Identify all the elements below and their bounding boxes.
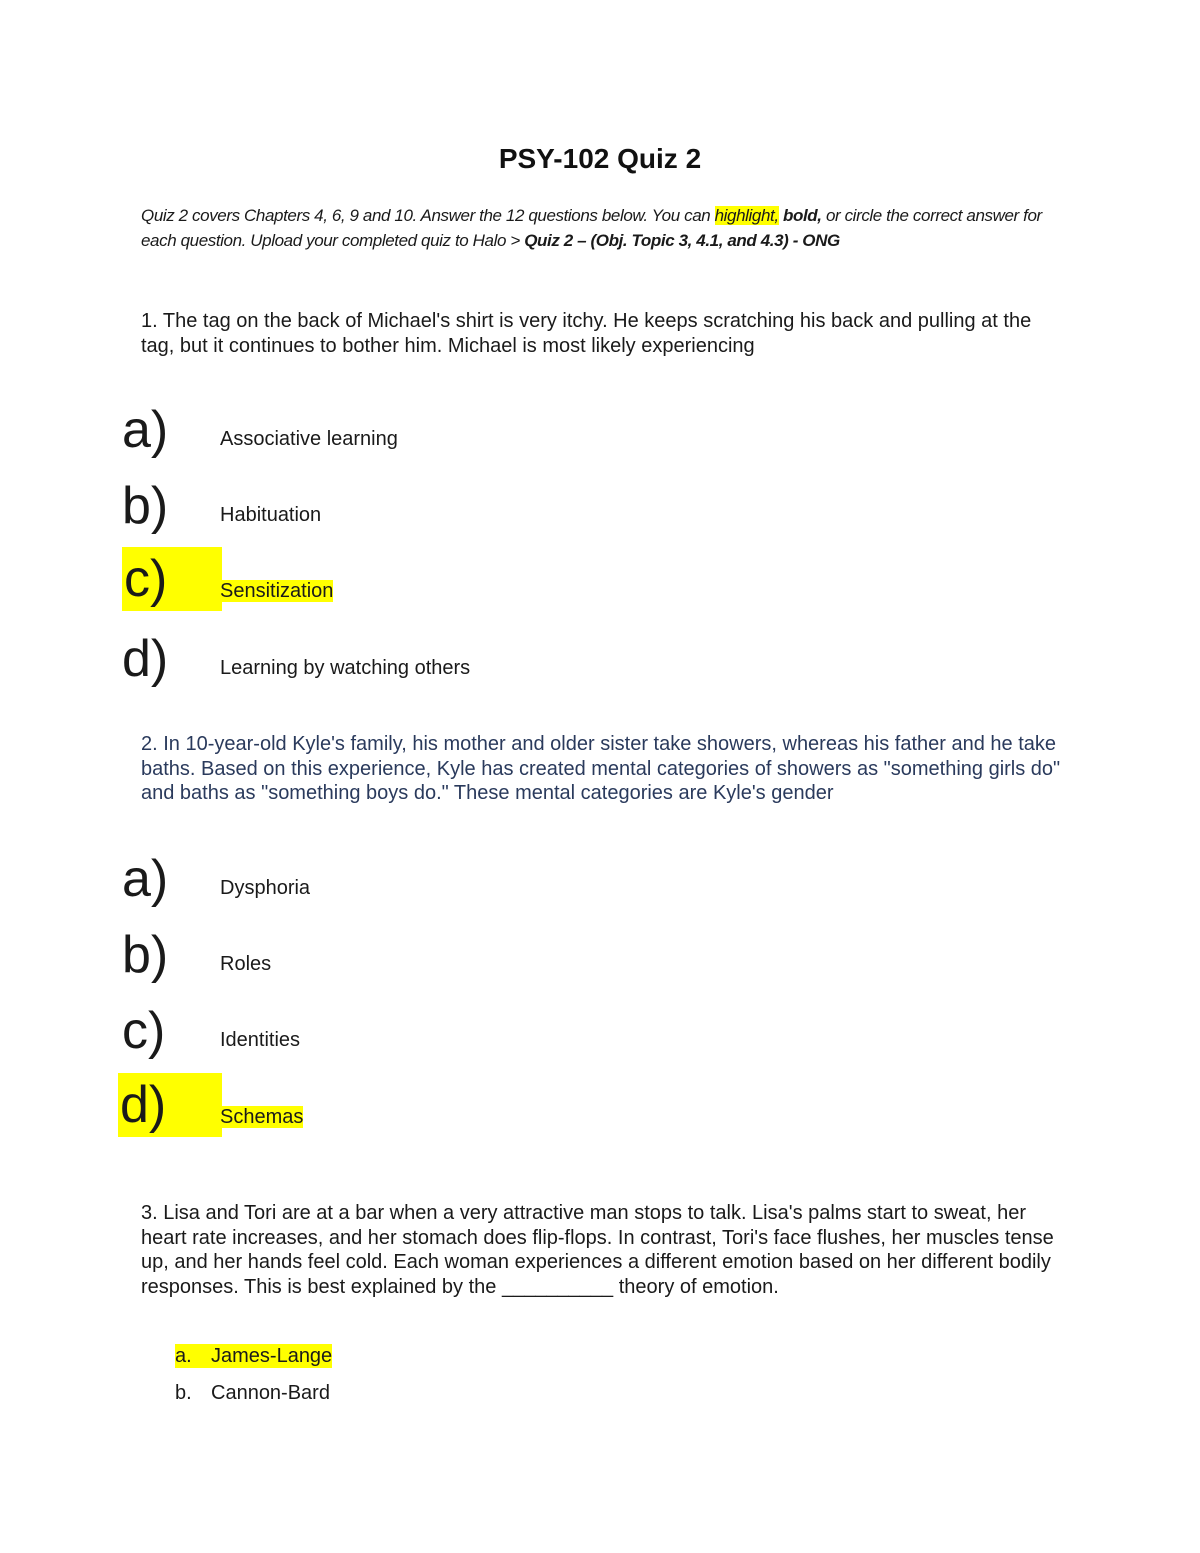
q2-option-c-letter: c) (122, 1002, 166, 1060)
q2-option-b-letter: b) (122, 926, 169, 984)
q2-option-a-letter: a) (122, 850, 169, 908)
q1-option-d-letter: d) (122, 630, 169, 688)
instructions-upload-target: Quiz 2 – (Obj. Topic 3, 4.1, and 4.3) - ONG (524, 231, 840, 250)
question-3-text: 3. Lisa and Tori are at a bar when a very attractive man stops to talk. Lisa's palms start to sweat, her heart rate increases, and her stomach does flip-flops. In contrast, Tori's face flushes, her muscles tense up, and her hands feel cold. Each woman experiences a different emotion based on her different bodily responses. This is best explained by the __________ theory of emotion. (141, 1202, 1054, 1298)
q1-option-c-text[interactable] (220, 579, 333, 603)
question-1-text: 1. The tag on the back of Michael's shirt is very itchy. He keeps scratching his back and pulling at the tag, but it continues to bother him. Michael is most likely experiencing (141, 310, 1032, 357)
q3-option-b-text: Cannon-Bard (211, 1382, 330, 1404)
q2-option-d-text[interactable] (220, 1105, 303, 1129)
q2-option-d-letter: d) (118, 1073, 222, 1137)
q1-option-d-text[interactable]: Learning by watching others (220, 657, 471, 679)
q2-option-d-label: Schemas (220, 1106, 304, 1128)
q3-option-a[interactable] (175, 1344, 332, 1368)
q1-option-a-letter: a) (122, 401, 169, 459)
q1-option-b-letter: b) (122, 477, 169, 535)
instructions-bold-word: bold, (783, 206, 822, 225)
q2-option-c-text[interactable]: Identities (220, 1029, 301, 1051)
q3-option-b-letter: b. (175, 1382, 192, 1404)
question-2-text: 2. In 10-year-old Kyle's family, his mother and older sister take showers, whereas his father and he take baths. Based on this experience, Kyle has created mental categories of showers as "something girls do" and baths as "something boys do." These mental categories are Kyle's gender (141, 733, 1061, 805)
q2-option-b-text[interactable]: Roles (220, 953, 272, 975)
q1-option-c-letter: c) (122, 547, 222, 611)
q1-option-c-label: Sensitization (220, 580, 334, 602)
q1-option-a-text[interactable]: Associative learning (220, 428, 398, 450)
page-title: PSY-102 Quiz 2 (498, 143, 702, 174)
q2-option-a-text[interactable]: Dysphoria (220, 877, 311, 899)
quiz-instructions (141, 203, 1061, 253)
q1-option-b-text[interactable]: Habituation (220, 504, 322, 526)
instructions-text: Quiz 2 covers Chapters 4, 6, 9 and 10. Answer the 12 questions below. You can (141, 206, 715, 225)
q3-option-a-letter: a. (175, 1345, 192, 1367)
q3-option-b[interactable] (175, 1381, 330, 1405)
instructions-text-cont: or circle the correct answer for each question. Upload your completed quiz to Halo > (141, 206, 1042, 250)
instructions-highlight-word: highlight, (714, 206, 779, 225)
q3-option-a-text: James-Lange (211, 1345, 333, 1367)
